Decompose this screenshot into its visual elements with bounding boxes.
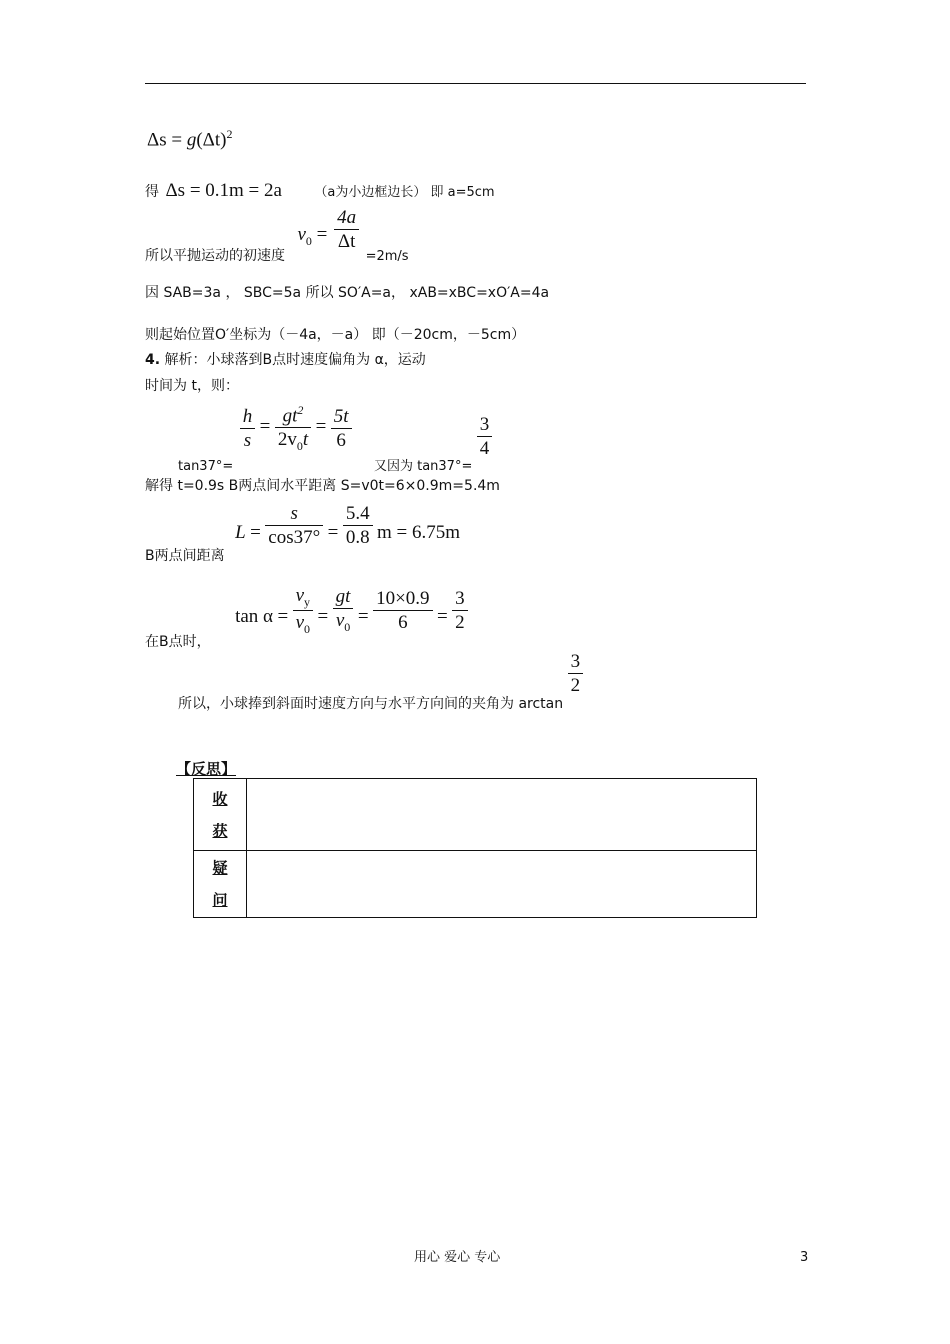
reflection-questions-field[interactable] <box>247 851 757 918</box>
reflection-table <box>193 778 757 918</box>
header-rule <box>145 83 806 84</box>
line-initial-velocity: 所以平抛运动的初速度 $v_0$ = $\frac{4a}{\Delta t}$ =2m/s <box>145 207 409 264</box>
line-start-position: 则起始位置O′坐标为（－4a，－a） 即（－20cm，－5cm） <box>145 327 526 343</box>
reflection-gains-field[interactable] <box>247 779 757 851</box>
question-4-heading: 4. 解析：小球落到B点时速度偏角为 α，运动 <box>145 352 426 368</box>
conclusion-line: 所以，小球捧到斜面时速度方向与水平方向间的夹角为 arctan $\frac{3}{2}$ <box>178 648 583 691</box>
line-distances: 因 SAB=3a ， SBC=5a 所以 SO′A=a， xAB=xBC=xO′A=4a <box>145 285 550 301</box>
question-4-line2: 时间为 t，则： <box>145 378 239 394</box>
equation-tan37: tan37°= $\frac{h}{s}$ = $\frac{gt^2}{2v_0t}$ = $\frac{5t}{6}$ 又因为 tan37°= $\frac{3}{4}$ <box>178 400 492 448</box>
equation-distance-L: B两点间距离 L = $\frac{s}{\cos 37^\circ}$ = $\frac{5.4}{0.8}$ m = 6.75m <box>145 503 461 564</box>
equation-tan-alpha: 在B点时， tan α = $\frac{v_y}{v_0}$ = $\frac{gt}{v_0}$ = $\frac{10\times 0.9}{6}$ = $\frac{3}{2}$ <box>145 574 448 623</box>
page-number: 3 <box>800 1250 809 1265</box>
reflection-row-questions <box>194 851 757 918</box>
footer-text: 用心 爱心 专心 <box>414 1250 501 1265</box>
equation-delta-s: $\Delta s = g(\Delta t)^2$ <box>147 127 233 151</box>
line-solve-t: 解得 t=0.9s B两点间水平距离 S=v0t=6×0.9m=5.4m <box>145 478 500 494</box>
reflection-row-gains <box>194 779 757 851</box>
reflection-label-gains: 收 获 <box>194 779 247 851</box>
reflection-title: 【反思】 <box>176 760 237 778</box>
line-delta-s-value: 得 Δs = 0.1m = 2a （a为小边框边长） 即 a=5cm <box>145 180 495 201</box>
reflection-label-questions: 疑 问 <box>194 851 247 918</box>
